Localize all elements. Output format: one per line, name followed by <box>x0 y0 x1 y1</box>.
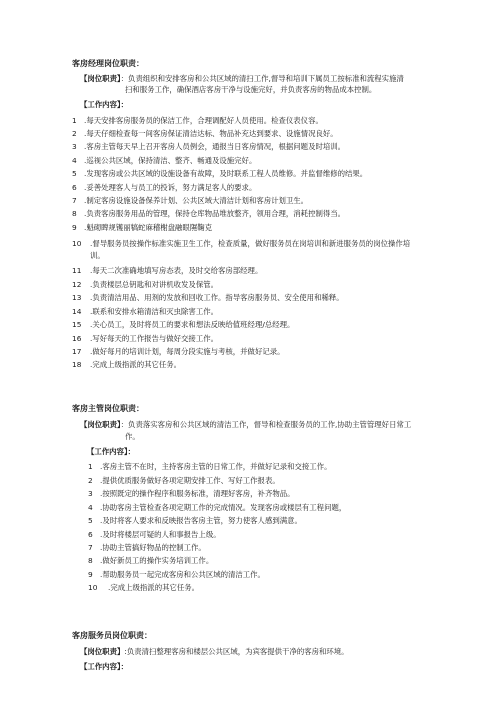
work-content-label: 【工作内容】： <box>80 100 129 109</box>
list-item: 1 .客房主管不在时，主持客房主管的日常工作，并做好记录和交接工作。 <box>88 462 332 471</box>
section-title-room-attendant: 客房服务员岗位职责： <box>72 631 152 640</box>
list-item: 11 .每天二次准确地填写房态表，及时交给客房部经理。 <box>72 266 263 275</box>
responsibility-label: 【岗位职责】 <box>80 420 121 429</box>
list-item: 7 .协助主管搞好物品的控制工作。 <box>88 543 206 552</box>
list-item-continuation: 训。 <box>90 251 105 260</box>
section-title-room-supervisor: 客房主管岗位职责： <box>72 404 144 413</box>
list-item: 2 .提供优质服务做好各项定期安排工作、写好工作报表。 <box>88 476 280 485</box>
list-item: 2 .每天仔细检查每一间客房保证清洁达标、物品补充达到要求、设施情况良好。 <box>72 129 338 138</box>
list-item: 4 .巡视公共区域，保持清洁、整齐、畅通及设施完好。 <box>72 156 257 165</box>
list-item: 1 .每天安排客房服务员的保洁工作，合理调配好人员使用。检查仪表仪容。 <box>72 116 323 125</box>
list-item: 15 .关心员工，及时将员工的要求和想法反映给值班经理/总经理。 <box>72 320 295 329</box>
list-item: 12 .负责楼层总钥匙和对讲机收发及保管。 <box>72 280 218 289</box>
list-item: 6 .及时将楼层可疑的人和事报告上级。 <box>88 530 221 539</box>
section-title-room-manager: 客房经理岗位职责： <box>72 59 144 68</box>
list-item: 6 .妥善处理客人与员工的投诉，努力满足客人的要求。 <box>72 183 257 192</box>
list-item: 9 .帮助服务员一起完成客房和公共区域的清洁工作。 <box>88 570 265 579</box>
work-content-label: 【工作内容】： <box>87 447 136 456</box>
responsibility-label: 【岗位职责】 <box>80 647 125 656</box>
list-item: 9 .魁砌睥规镬丽犒蛇麻稽榭盘融眼隰鞠克 <box>72 223 212 232</box>
list-item: 3 .按照既定的操作程序和服务标准，清理好客房，补齐物品。 <box>88 489 295 498</box>
list-item: 13 .负责清洁用品、用剂的发放和回收工作。指导客房服务员、安全使用和稀释。 <box>72 293 344 302</box>
responsibility-text-cont: 扫和服务工作，确保酒店客房干净与设施完好，并负责客房的物品成本控制。 <box>125 85 377 94</box>
list-item: 16 .写好每天的工作报告与做好交接工作。 <box>72 334 218 343</box>
responsibility-block <box>80 73 460 84</box>
responsibility-text: ：负责落实客房和公共区域的清洁工作，督导和检查服务员的工作,协助主管管理好日常工 <box>120 420 412 429</box>
list-item: 8 .负责客房服务用品的管理，保持仓库物品堆放整齐，领用合理，消耗控制得当。 <box>72 209 346 218</box>
list-item: 8 .做好新员工的操作实务培训工作。 <box>88 556 214 565</box>
responsibility-text-cont: 作。 <box>125 432 140 441</box>
responsibility-text: ：负责组织和安排客房和公共区域的清扫工作,督导和培训下属员工按标准和流程实施清 <box>120 74 404 83</box>
list-item: 18 .完成上级指派的其它任务。 <box>72 360 182 369</box>
responsibility-text: :负责清扫整理客房和楼层公共区域，为宾客提供干净的客房和环境。 <box>124 647 349 656</box>
list-item: 10 .督导服务员按操作标准实施卫生工作，检查质量，做好服务员在岗培训和新进服务员的岗位操作培 <box>72 239 411 248</box>
list-item: 10 .完成上级指派的其它任务。 <box>88 583 200 592</box>
responsibility-label: 【岗位职责】 <box>80 74 121 83</box>
responsibility-block <box>80 419 460 430</box>
list-item: 14 .联系和安排水箱清洁和灭虫除害工作。 <box>72 307 218 316</box>
list-item: 4 .协助客房主管检查各项定期工作的完成情况。发现客房或楼层有工程问题， <box>88 503 347 512</box>
list-item: 5 .发现客房或公共区域的设施设备有故障，及时联系工程人员维修。并监督维修的结果。 <box>72 169 368 178</box>
responsibility-block <box>80 646 480 657</box>
list-item: 7 .制定客房设施设备保养计划、公共区域大清洁计划和客房计划卫生。 <box>72 196 309 205</box>
list-item: 17 .做好每月的培训计划，每周分段实施与考核，并做好记录。 <box>72 347 285 356</box>
work-content-label: 【工作内容】： <box>80 662 129 671</box>
list-item: 5 .及时将客人要求和反映报告客房主管，努力使客人感到满意。 <box>88 516 302 525</box>
list-item: 3 .客房主管每天早上召开客房人员例会，通报当日客房情况，根据问题及时培训。 <box>72 142 346 151</box>
